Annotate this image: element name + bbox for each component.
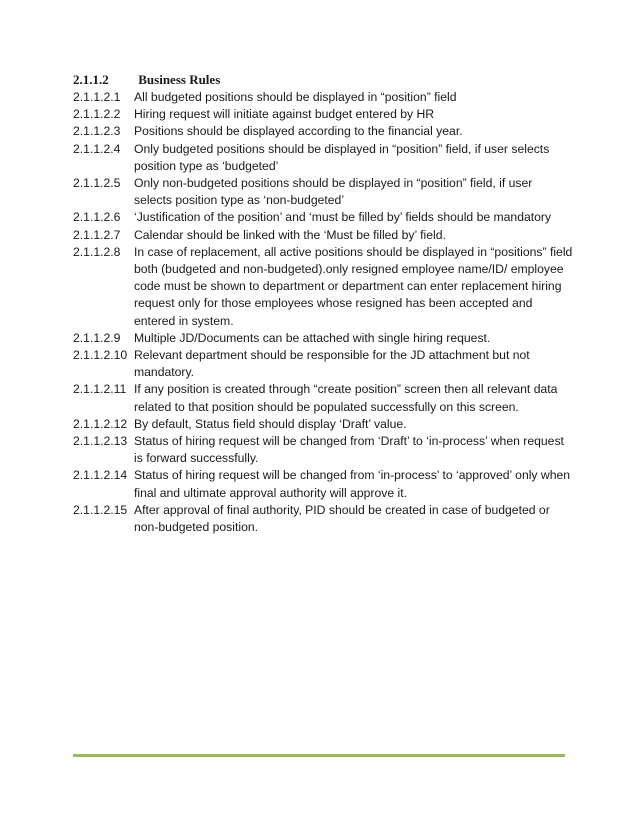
rule-text: Calendar should be linked with the ‘Must be filled by’ field.	[134, 227, 446, 242]
section-heading	[73, 71, 220, 89]
rule-number: 2.1.1.2.9	[73, 330, 121, 345]
rule-text: After approval of final authority, PID should be created in case of budgeted or non-budgeted position.	[134, 502, 550, 535]
rule-number: 2.1.1.2.2	[73, 107, 121, 122]
section-number: 2.1.1.2	[73, 72, 109, 87]
rule-text: Only budgeted positions should be displayed in “position” field, if user selects position type as ‘budgeted’	[134, 141, 550, 173]
rule-item	[73, 209, 573, 226]
rule-text: All budgeted positions should be displayed in “position” field	[134, 90, 457, 104]
rule-number: 2.1.1.2.12	[73, 416, 128, 431]
rule-number: 2.1.1.2.7	[73, 227, 121, 242]
section-title: Business Rules	[138, 72, 221, 87]
rule-number: 2.1.1.2.6	[73, 210, 121, 225]
rule-item	[73, 381, 573, 415]
footer-divider	[73, 754, 565, 757]
rule-text: Hiring request will initiate against budget entered by HR	[134, 107, 435, 122]
rule-item	[73, 227, 573, 244]
rule-text: Positions should be displayed according to the financial year.	[134, 124, 463, 139]
rule-text: Multiple JD/Documents can be attached with single hiring request.	[134, 330, 491, 345]
rule-text: Status of hiring request will be changed from ‘Draft’ to ‘in-process’ when request is forward successfully.	[134, 434, 564, 466]
rule-text: Only non-budgeted positions should be displayed in “position” field, if user selects position type as ‘non-budgeted’	[134, 176, 533, 208]
rule-text: ‘Justification of the position’ and ‘must be filled by’ fields should be mandatory	[134, 210, 552, 225]
rule-number: 2.1.1.2.14	[73, 468, 128, 483]
rule-number: 2.1.1.2.10	[73, 348, 128, 363]
business-rules-list	[73, 89, 573, 536]
rule-text: If any position is created through “create position” screen then all relevant data related to that position should be populated successfully on this screen.	[134, 382, 558, 414]
rule-number: 2.1.1.2.4	[73, 141, 121, 156]
rule-number: 2.1.1.2.3	[73, 124, 121, 139]
rule-item	[73, 89, 573, 106]
rule-item	[73, 347, 573, 381]
rule-item	[73, 244, 573, 330]
rule-text: In case of replacement, all active positions should be displayed in “positions” field both (budgeted and non-budgeted).only resigned employee name/ID/ employee code must be shown to department or department can enter replacement hiring request only for those employees whose resigned has been accepted and entered in system.	[134, 244, 573, 328]
rule-number: 2.1.1.2.11	[73, 382, 127, 397]
rule-item	[73, 416, 573, 433]
rule-item	[73, 467, 573, 501]
rule-item	[73, 330, 573, 347]
rule-number: 2.1.1.2.13	[73, 434, 128, 449]
rule-text: Relevant department should be responsible for the JD attachment but not mandatory.	[134, 348, 530, 380]
rule-text: Status of hiring request will be changed from ‘in-process’ to ‘approved’ only when final and ultimate approval authority will approve it.	[134, 468, 571, 500]
rule-number: 2.1.1.2.1	[73, 90, 121, 104]
rule-number: 2.1.1.2.8	[73, 244, 121, 259]
rule-item	[73, 502, 573, 536]
rule-number: 2.1.1.2.5	[73, 176, 121, 191]
rule-item	[73, 433, 573, 467]
rule-item	[73, 141, 573, 175]
rule-item	[73, 175, 573, 209]
rule-item	[73, 106, 573, 123]
rule-text: By default, Status field should display ‘Draft’ value.	[134, 416, 407, 431]
rule-number: 2.1.1.2.15	[73, 502, 128, 517]
rule-item	[73, 123, 573, 140]
